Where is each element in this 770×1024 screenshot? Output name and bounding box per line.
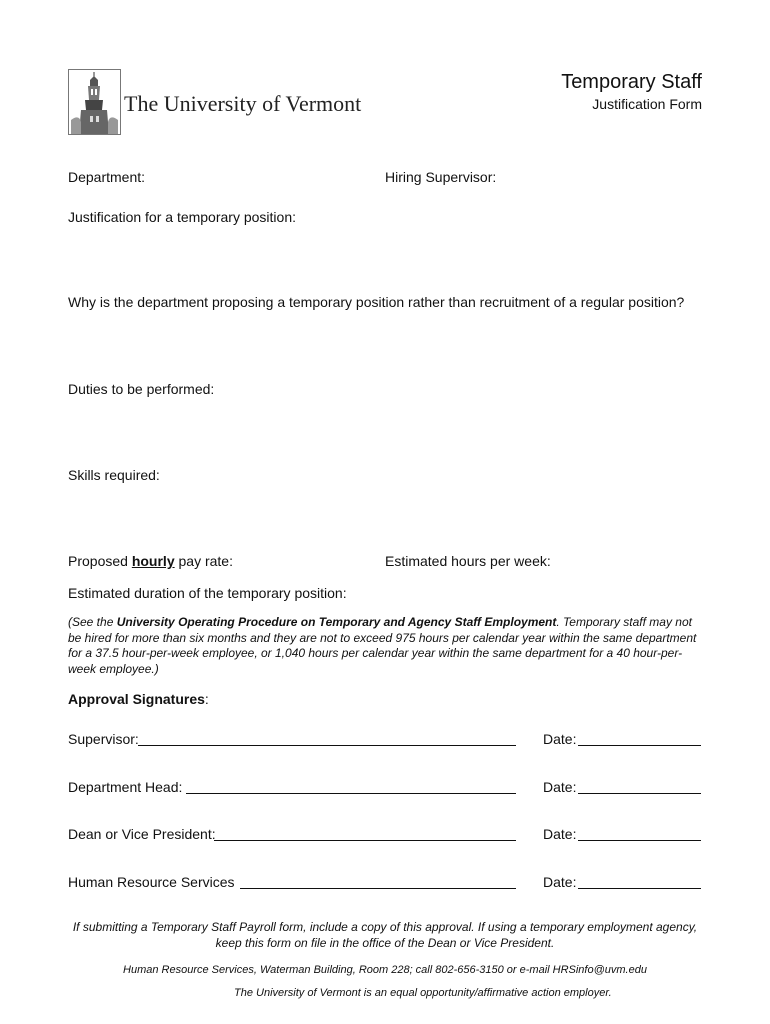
- dean-date-label: Date:: [543, 826, 577, 842]
- department-head-signature-label: Department Head:: [68, 779, 183, 795]
- department-label: Department:: [68, 169, 146, 185]
- hours-per-week-label: Estimated hours per week:: [385, 553, 551, 569]
- hr-date-label: Date:: [543, 874, 577, 890]
- duties-label: Duties to be performed:: [68, 381, 215, 397]
- form-subtitle: Justification Form: [592, 96, 702, 112]
- why-temporary-label: Why is the department proposing a temporary position rather than recruitment of a regular position?: [68, 294, 685, 310]
- hr-date-line[interactable]: [578, 888, 701, 889]
- supervisor-date-line[interactable]: [578, 745, 701, 746]
- department-head-date-line[interactable]: [578, 793, 701, 794]
- footer-instruction: If submitting a Temporary Staff Payroll form, include a copy of this approval. If using a temporary employment agency, keep this form on file in the office of the Dean or Vice President.: [72, 920, 698, 950]
- dean-signature-label: Dean or Vice President:: [68, 826, 216, 842]
- supervisor-date-label: Date:: [543, 731, 577, 747]
- department-head-signature-line[interactable]: [186, 793, 516, 794]
- footer-eeo-statement: The University of Vermont is an equal opportunity/affirmative action employer.: [234, 987, 612, 999]
- dean-date-line[interactable]: [578, 840, 701, 841]
- department-head-date-label: Date:: [543, 779, 577, 795]
- pay-rate-label: Proposed hourly pay rate:: [68, 553, 233, 569]
- hr-signature-line[interactable]: [240, 888, 516, 889]
- duration-label: Estimated duration of the temporary position:: [68, 585, 347, 601]
- skills-label: Skills required:: [68, 467, 160, 483]
- hourly-emphasis: hourly: [131, 553, 175, 569]
- supervisor-signature-line[interactable]: [138, 745, 516, 746]
- university-seal-logo: [68, 69, 121, 135]
- justification-label: Justification for a temporary position:: [68, 209, 296, 225]
- footer-contact: Human Resource Services, Waterman Building, Room 228; call 802-656-3150 or e-mail HRSinfo@uvm.edu: [123, 964, 647, 976]
- hiring-supervisor-label: Hiring Supervisor:: [385, 169, 497, 185]
- supervisor-signature-label: Supervisor:: [68, 731, 139, 747]
- tower-icon: [69, 70, 120, 134]
- dean-signature-line[interactable]: [214, 840, 516, 841]
- hr-signature-label: Human Resource Services: [68, 874, 235, 890]
- university-logo-text: The University of Vermont: [124, 91, 362, 116]
- form-title: Temporary Staff: [561, 71, 702, 93]
- approval-heading: Approval Signatures:: [68, 691, 209, 707]
- procedure-name: University Operating Procedure on Temporary and Agency Staff Employment: [116, 615, 557, 629]
- policy-note: (See the University Operating Procedure on Temporary and Agency Staff Employment. Temporary staff may not be hired for more than six months and they are not to exceed 975 hours per calendar year within the same department for a 37.5 hour-per-week employee, or 1,040 hours per calendar year within the same department for a 40 hour-per-week employee.): [68, 615, 697, 676]
